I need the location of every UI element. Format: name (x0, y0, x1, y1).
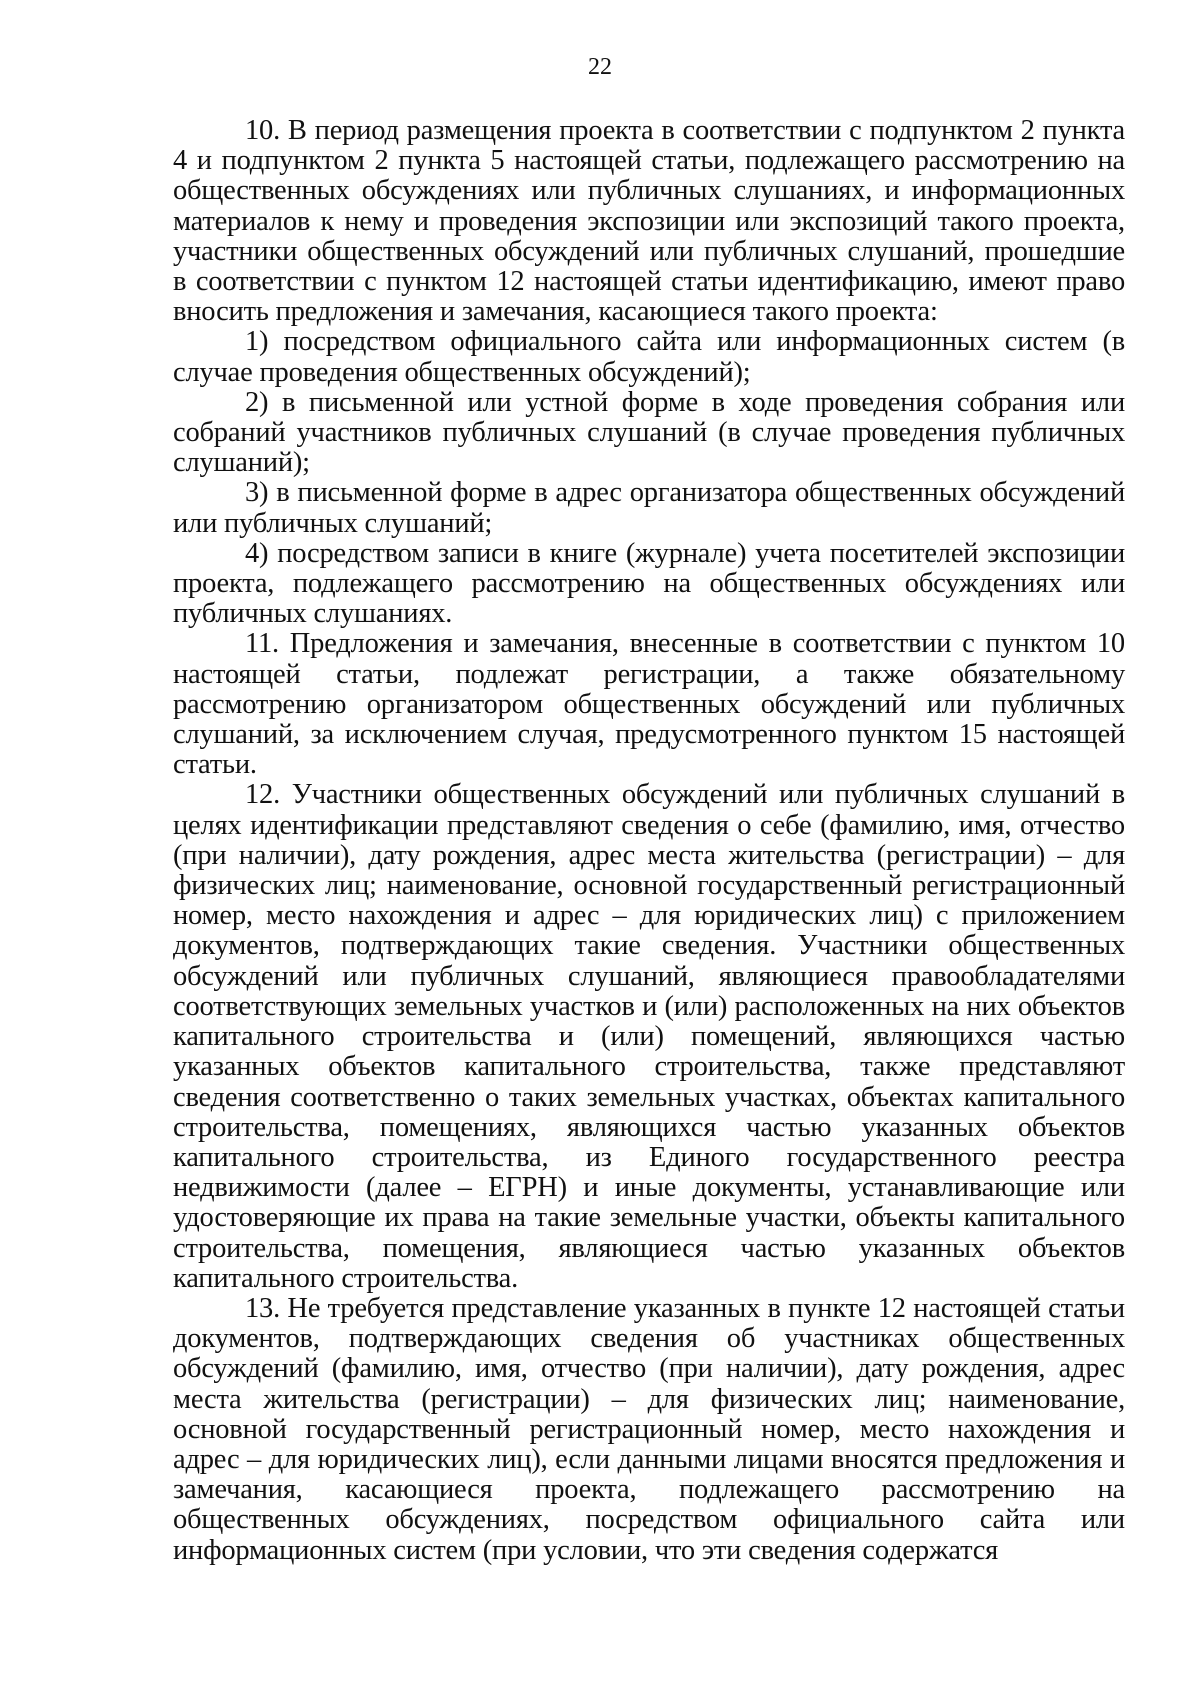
list-item-3: 3) в письменной форме в адрес организатора общественных обсуждений или публичных слушаний; (173, 477, 1125, 539)
paragraph-12: 12. Участники общественных обсуждений или публичных слушаний в целях идентификации представляют сведения о себе (фамилию, имя, отчество (при наличии), дату рождения, адрес места жительства (регистрации) – для физических лиц; наименование, основной государственный регистрационный номер, место нахождения и адрес – для юридических лиц) с приложением документов, подтверждающих такие сведения. Участники общественных обсуждений или публичных слушаний, являющиеся правообладателями соответствующих земельных участков и (или) расположенных на них объектов капитального строительства и (или) помещений, являющихся частью указанных объектов капитального строительства, также представляют сведения соответственно о таких земельных участках, объектах капитального строительства, помещениях, являющихся частью указанных объектов капитального строительства, из Единого государственного реестра недвижимости (далее – ЕГРН) и иные документы, устанавливающие или удостоверяющие их права на такие земельные участки, объекты капитального строительства, помещения, являющиеся частью указанных объектов капитального строительства. (173, 779, 1125, 1294)
list-item-1: 1) посредством официального сайта или информационных систем (в случае проведения общественных обсуждений); (173, 326, 1125, 388)
paragraph-11: 11. Предложения и замечания, внесенные в соответствии с пунктом 10 настоящей статьи, подлежат регистрации, а также обязательному рассмотрению организатором общественных обсуждений или публичных слушаний, за исключением случая, предусмотренного пунктом 15 настоящей статьи. (173, 628, 1125, 781)
paragraph-10: 10. В период размещения проекта в соответствии с подпунктом 2 пункта 4 и подпунктом 2 пункта 5 настоящей статьи, подлежащего рассмотрению на общественных обсуждениях или публичных слушаниях, и информационных материалов к нему и проведения экспозиции или экспозиций такого проекта, участники общественных обсуждений или публичных слушаний, прошедшие в соответствии с пунктом 12 настоящей статьи идентификацию, имеют право вносить предложения и замечания, касающиеся такого проекта: (173, 115, 1125, 328)
list-item-4: 4) посредством записи в книге (журнале) учета посетителей экспозиции проекта, подлежащего рассмотрению на общественных обсуждениях или публичных слушаниях. (173, 537, 1125, 630)
paragraph-13: 13. Не требуется представление указанных в пункте 12 настоящей статьи документов, подтверждающих сведения об участниках общественных обсуждений (фамилию, имя, отчество (при наличии), дату рождения, адрес места жительства (регистрации) – для физических лиц; наименование, основной государственный регистрационный номер, место нахождения и адрес – для юридических лиц), если данными лицами вносятся предложения и замечания, касающиеся проекта, подлежащего рассмотрению на общественных обсуждениях, посредством официального сайта или информационных систем (при условии, что эти сведения содержатся (173, 1292, 1125, 1566)
page-number: 22 (588, 54, 612, 80)
list-item-2: 2) в письменной или устной форме в ходе проведения собрания или собраний участников публичных слушаний (в случае проведения публичных слушаний); (173, 386, 1125, 479)
document-body (173, 116, 1125, 1566)
